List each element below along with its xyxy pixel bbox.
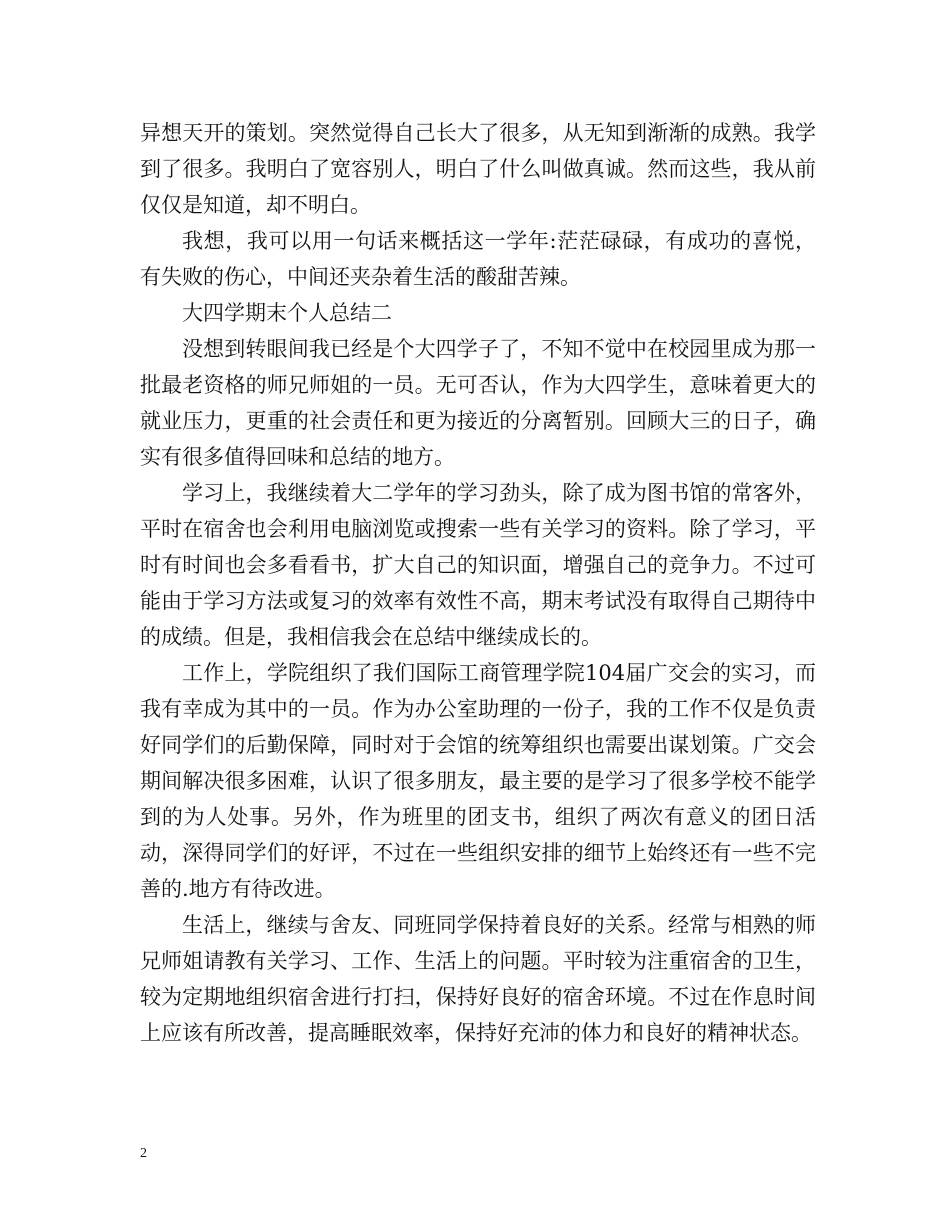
- page-number: 2: [140, 1146, 147, 1161]
- paragraph: 学习上，我继续着大二学年的学习劲头，除了成为图书馆的常客外，平时在宿舍也会利用电脑浏览或搜索一些有关学习的资料。除了学习，平时有时间也会多看看书，扩大自己的知识面，增强自己的竞争力。不过可能由于学习方法或复习的效率有效性不高，期末考试没有取得自己期待中的成绩。但是，我相信我会在总结中继续成长的。: [140, 481, 816, 649]
- section-heading: 大四学期末个人总结二: [182, 301, 392, 325]
- paragraph: 异想天开的策划。突然觉得自己长大了很多，从无知到渐渐的成熟。我学到了很多。我明白了宽容别人，明白了什么叫做真诚。然而这些，我从前仅仅是知道，却不明白。: [140, 121, 816, 217]
- paragraph: 生活上，继续与舍友、同班同学保持着良好的关系。经常与相熟的师兄师姐请教有关学习、工作、生活上的问题。平时较为注重宿舍的卫生，较为定期地组织宿舍进行打扫，保持好良好的宿舍环境。不过在作息时间上应该有所改善，提高睡眠效率，保持好充沛的体力和良好的精神状态。: [140, 913, 816, 1045]
- paragraph: 工作上，学院组织了我们国际工商管理学院104届广交会的实习，而我有幸成为其中的一员。作为办公室助理的一份子，我的工作不仅是负责好同学们的后勤保障，同时对于会馆的统筹组织也需要出谋划策。广交会期间解决很多困难，认识了很多朋友，最主要的是学习了很多学校不能学到的为人处事。另外，作为班里的团支书，组织了两次有意义的团日活动，深得同学们的好评，不过在一些组织安排的细节上始终还有一些不完善的.地方有待改进。: [140, 661, 816, 901]
- paragraph: 没想到转眼间我已经是个大四学子了，不知不觉中在校园里成为那一批最老资格的师兄师姐的一员。无可否认，作为大四学生，意味着更大的就业压力，更重的社会责任和更为接近的分离暂别。回顾大三的日子，确实有很多值得回味和总结的地方。: [140, 337, 816, 469]
- document-body: [140, 115, 816, 1051]
- paragraph: 我想，我可以用一句话来概括这一学年:茫茫碌碌，有成功的喜悦，有失败的伤心，中间还夹杂着生活的酸甜苦辣。: [140, 229, 816, 289]
